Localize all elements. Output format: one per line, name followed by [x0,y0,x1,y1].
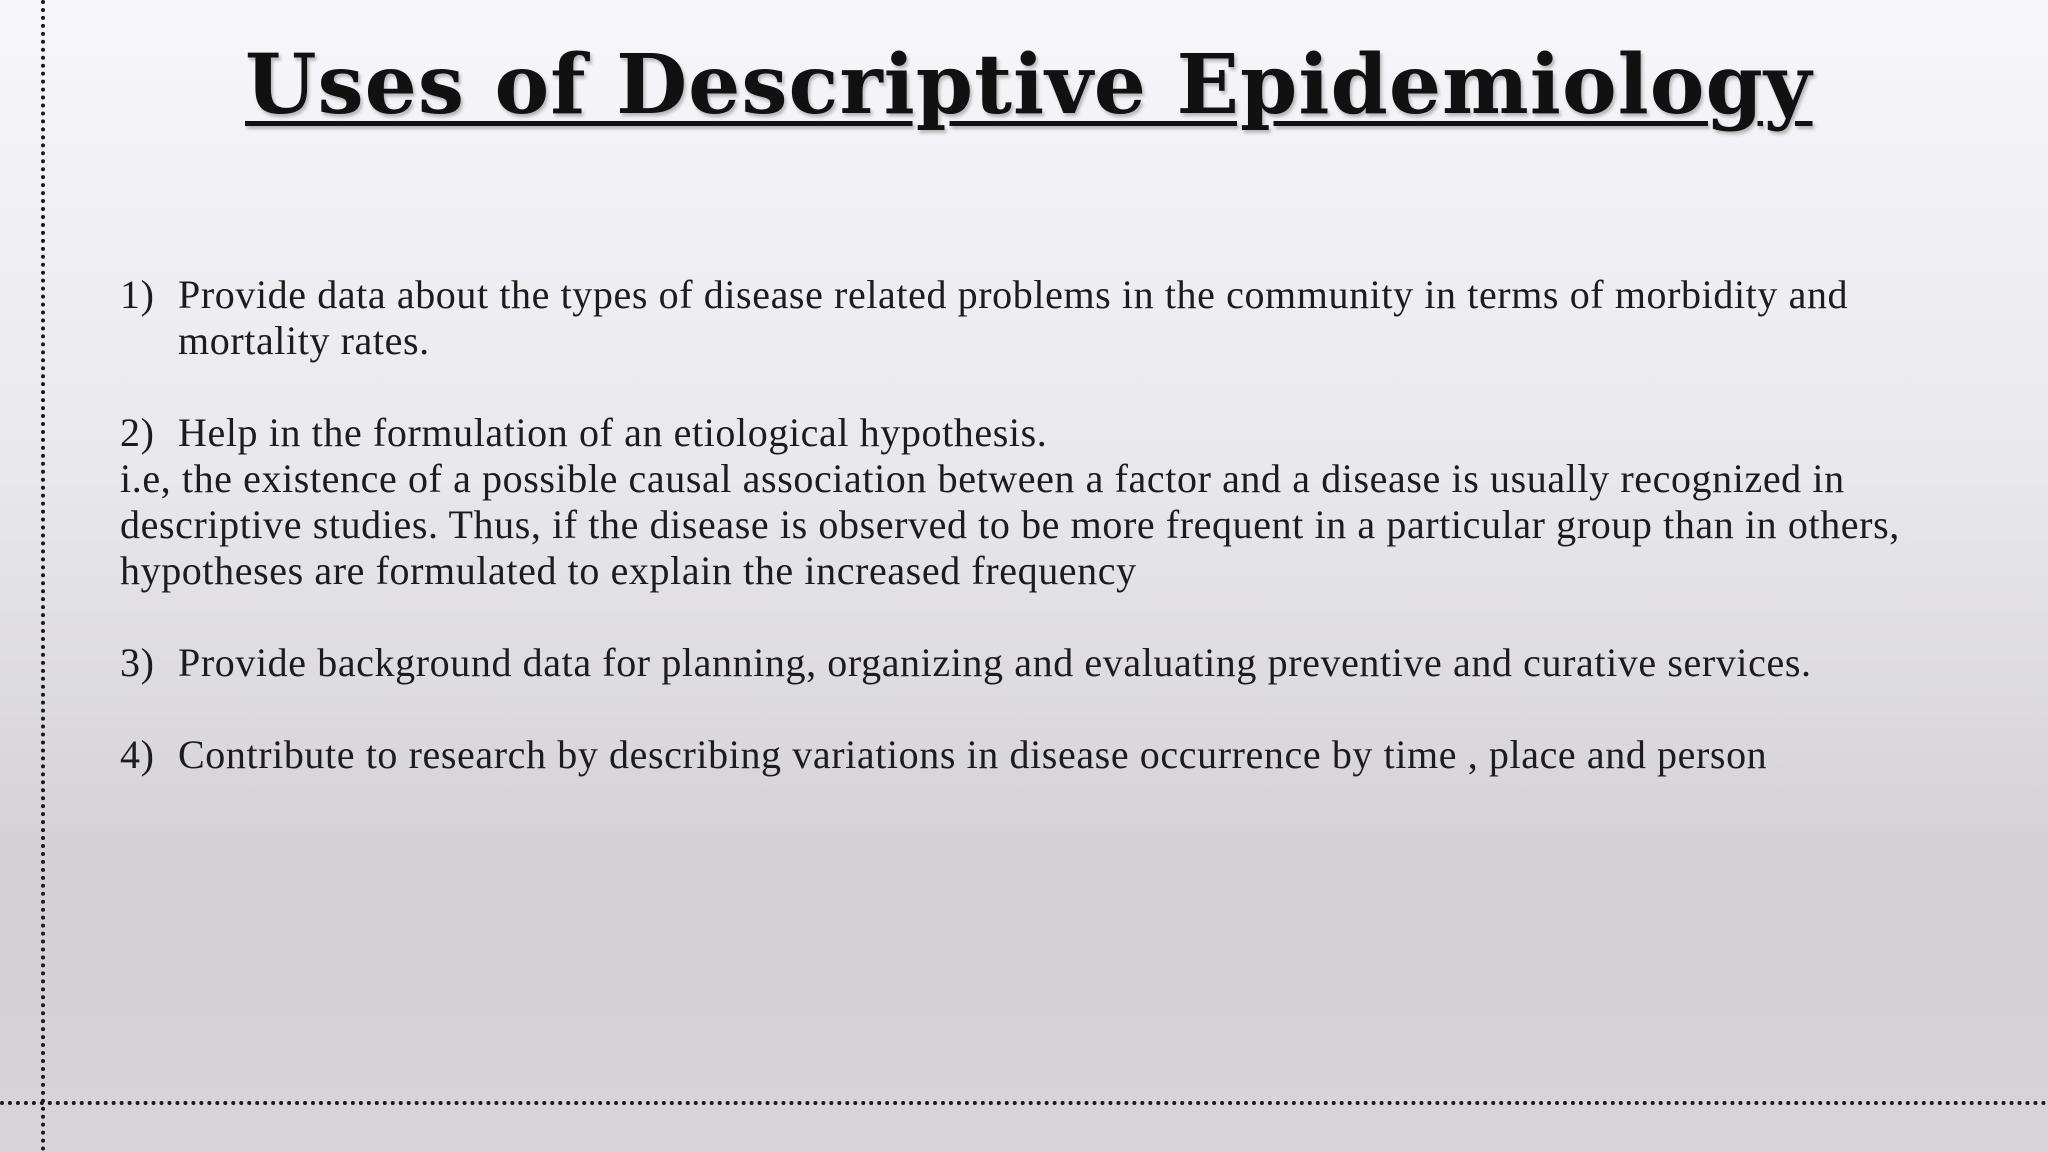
slide-body [120,272,2000,778]
list-item-text: Help in the formulation of an etiological hypothesis. [178,410,1048,455]
list-item-3 [120,640,2000,686]
list-item-text: Provide data about the types of disease related problems in the community in terms of morbidity and mortality rates. [178,272,1849,363]
list-item-4 [120,732,2000,778]
list-item-text: Contribute to research by describing variations in disease occurrence by time , place and person [178,732,1768,777]
slide-title: Uses of Descriptive Epidemiology [245,37,1813,133]
list-item-2 [120,410,2000,456]
left-dotted-border [41,0,45,1152]
list-item-number: 1) [120,272,155,317]
list-item-1 [120,272,2000,364]
list-item-number: 3) [120,640,155,685]
list-item-2-explanation: i.e, the existence of a possible causal association between a factor and a disease is usually recognized in descriptive studies. Thus, if the disease is observed to be more frequent in a particular group than in others, hypotheses are formulated to explain the increased frequency [120,456,1900,593]
list-item-number: 4) [120,732,155,777]
bottom-dotted-border [0,1101,2048,1105]
list-item-number: 2) [120,410,155,455]
list-item-text: Provide background data for planning, organizing and evaluating preventive and curative services. [178,640,1812,685]
